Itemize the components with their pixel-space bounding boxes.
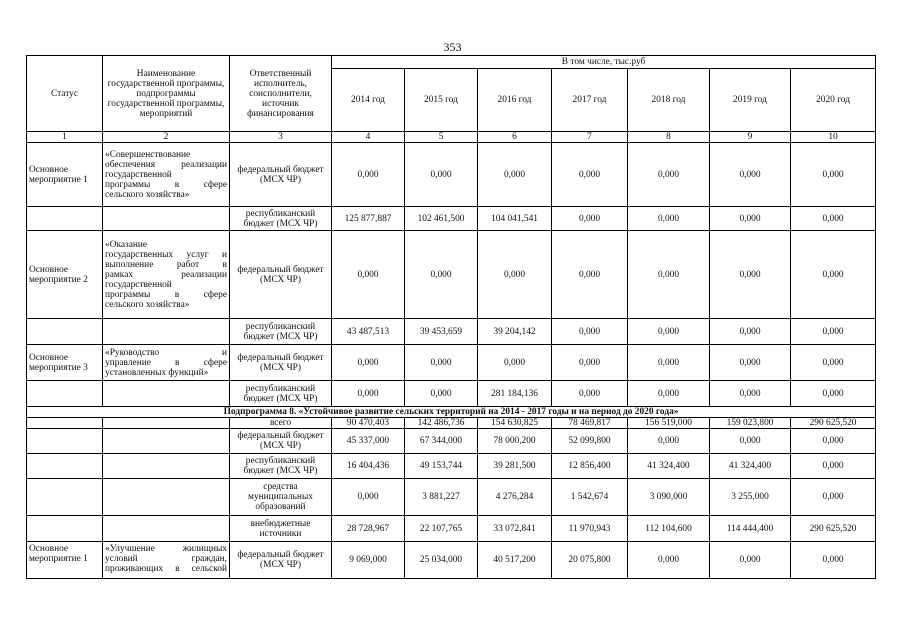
value-cell: 0,000 [791,479,876,516]
value-cell: 41 324,400 [710,454,791,479]
header-status: Статус [27,56,103,132]
value-cell: 16 404,436 [332,454,405,479]
value-cell: 290 625,520 [791,418,876,429]
column-number: 1 [27,132,103,143]
source-cell: федеральный бюджет (МСХ ЧР) [230,542,332,579]
measure-name-cell: «Оказание государственных услуг и выполнение работ в рамках реализации государственной программы в сфере сельского хозяйства» [103,231,230,319]
value-cell: 33 072,841 [478,516,552,542]
source-cell: федеральный бюджет (МСХ ЧР) [230,231,332,319]
value-cell: 156 519,000 [628,418,710,429]
value-cell: 0,000 [628,429,710,454]
status-cell [27,418,103,429]
column-number: 6 [478,132,552,143]
table-row [27,143,876,207]
table-row [27,429,876,454]
value-cell: 0,000 [405,143,478,207]
value-cell: 0,000 [791,542,876,579]
value-cell: 0,000 [791,231,876,319]
measure-name-cell: «Совершенствование обеспечения реализации государственной программы в сфере сельского хозяйства» [103,143,230,207]
value-cell: 78 469,817 [552,418,628,429]
value-cell: 28 728,967 [332,516,405,542]
value-cell: 0,000 [791,207,876,231]
value-cell: 11 970,943 [552,516,628,542]
source-cell: республиканский бюджет (МСХ ЧР) [230,319,332,345]
measure-name-cell: «Руководство и управление в сфере установленных функций» [103,345,230,381]
status-cell: Основное мероприятие 3 [27,345,103,381]
value-cell: 0,000 [628,231,710,319]
value-cell: 159 023,800 [710,418,791,429]
value-cell: 40 517,200 [478,542,552,579]
value-cell: 0,000 [628,381,710,407]
header-executor: Ответственный исполнитель, соисполнители, источник финансирования [230,56,332,132]
value-cell: 0,000 [791,319,876,345]
value-cell: 0,000 [791,454,876,479]
measure-name-cell [103,516,230,542]
value-cell: 0,000 [478,231,552,319]
table-row [27,231,876,319]
column-numbers-row [27,132,876,143]
value-cell: 20 075,800 [552,542,628,579]
table-row [27,479,876,516]
value-cell: 3 881,227 [405,479,478,516]
measure-name-cell [103,418,230,429]
value-cell: 0,000 [332,345,405,381]
source-cell: федеральный бюджет (МСХ ЧР) [230,429,332,454]
column-number: 5 [405,132,478,143]
table-row [27,454,876,479]
status-cell: Основное мероприятие 1 [27,143,103,207]
value-cell: 104 041,541 [478,207,552,231]
header-year: 2018 год [628,69,710,132]
source-cell: федеральный бюджет (МСХ ЧР) [230,345,332,381]
value-cell: 0,000 [710,231,791,319]
table-row [27,345,876,381]
value-cell: 0,000 [791,143,876,207]
value-cell: 25 034,000 [405,542,478,579]
table-row [27,207,876,231]
column-number: 4 [332,132,405,143]
value-cell: 0,000 [791,429,876,454]
budget-table [26,55,876,579]
measure-name-cell: «Улучшение жилищных условий граждан, проживающих в сельской [103,542,230,579]
value-cell: 0,000 [710,542,791,579]
value-cell: 0,000 [628,345,710,381]
value-cell: 0,000 [552,345,628,381]
value-cell: 0,000 [332,479,405,516]
measure-name-cell [103,319,230,345]
page-number: 353 [443,40,462,54]
value-cell: 0,000 [628,207,710,231]
value-cell: 290 625,520 [791,516,876,542]
value-cell: 3 255,000 [710,479,791,516]
value-cell: 49 153,744 [405,454,478,479]
header-year: 2014 год [332,69,405,132]
table-row [27,381,876,407]
value-cell: 142 486,736 [405,418,478,429]
source-cell: внебюджетные источники [230,516,332,542]
table-row [27,542,876,579]
value-cell: 45 337,000 [332,429,405,454]
value-cell: 0,000 [478,345,552,381]
value-cell: 1 542,674 [552,479,628,516]
value-cell: 0,000 [405,231,478,319]
source-cell: федеральный бюджет (МСХ ЧР) [230,143,332,207]
header-in-total: В том числе, тыс.руб [332,56,876,69]
value-cell: 125 877,887 [332,207,405,231]
measure-name-cell [103,479,230,516]
header-year: 2017 год [552,69,628,132]
status-cell [27,207,103,231]
value-cell: 0,000 [710,143,791,207]
measure-name-cell [103,381,230,407]
measure-name-cell [103,429,230,454]
value-cell: 281 184,136 [478,381,552,407]
value-cell: 67 344,000 [405,429,478,454]
header-year: 2015 год [405,69,478,132]
value-cell: 0,000 [710,207,791,231]
value-cell: 43 487,513 [332,319,405,345]
source-cell: республиканский бюджет (МСХ ЧР) [230,207,332,231]
value-cell: 78 000,200 [478,429,552,454]
status-cell [27,319,103,345]
value-cell: 0,000 [791,345,876,381]
value-cell: 0,000 [552,143,628,207]
table-row [27,516,876,542]
value-cell: 39 453,659 [405,319,478,345]
status-cell: Основное мероприятие 1 [27,542,103,579]
value-cell: 0,000 [710,381,791,407]
header-name: Наименование государственной программы, подпрограммы государственной программы, мероприятий [103,56,230,132]
value-cell: 0,000 [628,542,710,579]
value-cell: 0,000 [628,319,710,345]
header-year: 2020 год [791,69,876,132]
value-cell: 3 090,000 [628,479,710,516]
table-row [27,319,876,345]
value-cell: 0,000 [332,231,405,319]
value-cell: 0,000 [552,207,628,231]
value-cell: 39 281,500 [478,454,552,479]
header-year: 2016 год [478,69,552,132]
column-number: 2 [103,132,230,143]
value-cell: 0,000 [405,381,478,407]
value-cell: 4 276,284 [478,479,552,516]
status-cell [27,381,103,407]
source-cell: всего [230,418,332,429]
value-cell: 0,000 [552,319,628,345]
value-cell: 0,000 [332,143,405,207]
value-cell: 39 204,142 [478,319,552,345]
status-cell [27,429,103,454]
value-cell: 0,000 [710,429,791,454]
measure-name-cell [103,207,230,231]
subprogram-title: Подпрограмма 8. «Устойчивое развитие сельских территорий на 2014 - 2017 годы и на период до 2020 года» [27,407,876,418]
value-cell: 12 856,400 [552,454,628,479]
value-cell: 0,000 [332,381,405,407]
value-cell: 0,000 [710,345,791,381]
value-cell: 41 324,400 [628,454,710,479]
column-number: 9 [710,132,791,143]
column-number: 7 [552,132,628,143]
status-cell [27,516,103,542]
value-cell: 0,000 [710,319,791,345]
value-cell: 154 630,825 [478,418,552,429]
value-cell: 102 461,500 [405,207,478,231]
value-cell: 22 107,765 [405,516,478,542]
source-cell: средства муниципальных образований [230,479,332,516]
column-number: 10 [791,132,876,143]
table-row [27,418,876,429]
header-year: 2019 год [710,69,791,132]
value-cell: 52 099,800 [552,429,628,454]
value-cell: 9 069,000 [332,542,405,579]
status-cell [27,454,103,479]
value-cell: 0,000 [552,381,628,407]
value-cell: 90 470,403 [332,418,405,429]
subprogram-title-row [27,407,876,418]
value-cell: 0,000 [478,143,552,207]
status-cell: Основное мероприятие 2 [27,231,103,319]
status-cell [27,479,103,516]
value-cell: 0,000 [791,381,876,407]
value-cell: 0,000 [405,345,478,381]
source-cell: республиканский бюджет (МСХ ЧР) [230,454,332,479]
column-number: 8 [628,132,710,143]
value-cell: 114 444,400 [710,516,791,542]
measure-name-cell [103,454,230,479]
column-number: 3 [230,132,332,143]
value-cell: 0,000 [552,231,628,319]
value-cell: 0,000 [628,143,710,207]
value-cell: 112 104,600 [628,516,710,542]
source-cell: республиканский бюджет (МСХ ЧР) [230,381,332,407]
